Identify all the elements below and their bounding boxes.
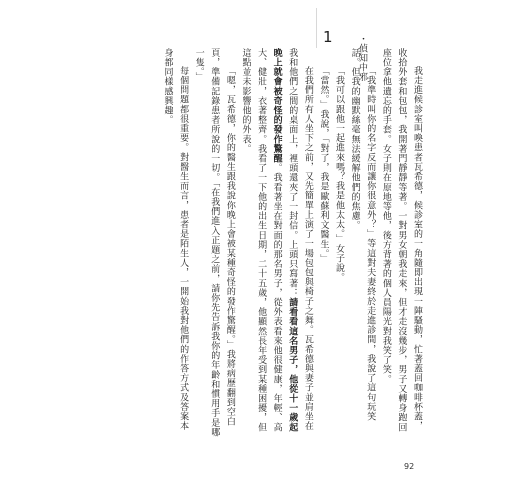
paragraph-5-tail: 。我看著坐在對面的那名男子，從外表看來他很健康，年輕、高大、健壯，衣著整齊。我看了一下他的出生日期，二十五歲，他顯然長年受到某種困擾，但這點並未影響他的外表。 (240, 48, 282, 433)
paragraph-2: 「我準時叫你的名字反而讓你很意外？」等這對夫妻終於走進診間，我說了這句玩笑話。但我的幽默絲毫無法緩解他們的焦慮。 (349, 48, 376, 422)
paragraph-7: 每個問題都很重要。對醫生而言，患者是陌生人，一開始我對他們的作答方式及答案本身都同樣感興趣。 (162, 48, 189, 431)
paragraph-1: 我走進候診室叫喚患者瓦希德，候診室的一角隨即出現一陣騷動，忙著蓋回咖啡杯蓋，收拾外套和包包，我開著門靜靜等著。一對男女朝我走來，但才走沒幾步，男子又轉身跑回座位拿他遺忘的手套。女子則在原地等他，後方背著的個人員陽光對我笑了笑。 (380, 48, 422, 432)
chapter-title: ・偵知中邪 (357, 34, 367, 82)
paragraph-4: 「當然。」我說，「對了，我是歐蘇利文醫生。」 (318, 66, 329, 264)
referral-note-emphasis: 請看看這名男子，他從十一歲起晚上就會被奇怪的發作驚醒 (271, 48, 298, 433)
paragraph-6: 「嗯，瓦希德，你的醫生跟我說你晚上會被某種奇怪的發作驚醒。」我將病歷翻到空白頁，準備記錄患者所說的一切。「在我們進入正題之前，請你先告訴我你的年齡和慣用手是哪一隻。」 (193, 48, 235, 438)
page-number: 92 (404, 462, 415, 471)
chapter-number: 1 (323, 28, 333, 46)
body-text (98, 48, 424, 438)
paragraph-5 (237, 48, 315, 438)
paragraph-5-lead: 在我們所有人坐下之前，又先簡單上演了一場包包與椅子之舞。瓦希德與妻子並肩坐在我和他們之間的桌面上，裡頭還夾了一封信。上頭只寫著： (287, 48, 313, 431)
header-divider (316, 8, 317, 48)
paragraph-3: 「我可以跟他一起進來嗎？我是他太太。」女子說。 (334, 66, 345, 283)
